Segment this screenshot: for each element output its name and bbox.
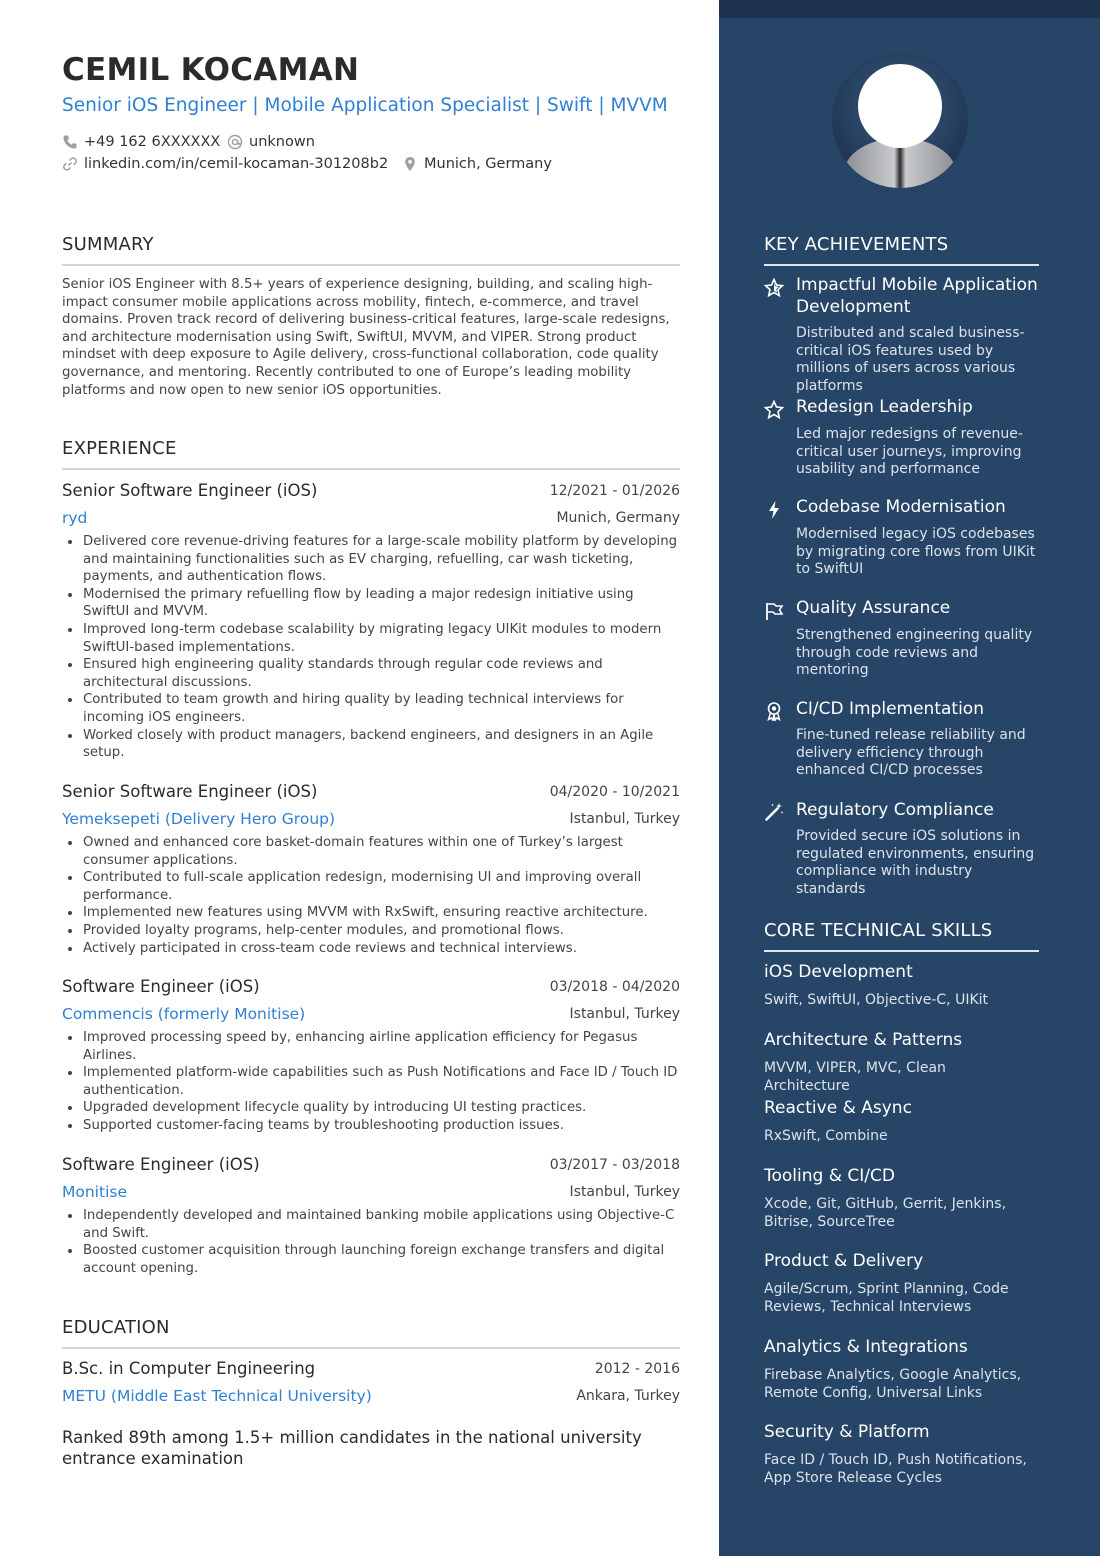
job-dates: 04/2020 - 10/2021 — [549, 784, 680, 800]
achievement-title: Redesign Leadership — [796, 397, 973, 417]
job-location: Istanbul, Turkey — [569, 1006, 680, 1022]
achievement-title: Regulatory Compliance — [796, 800, 994, 820]
sidebar-top-bar — [719, 0, 1100, 18]
experience-heading: EXPERIENCE — [62, 438, 177, 459]
skill-desc: RxSwift, Combine — [764, 1128, 888, 1144]
job-location: Istanbul, Turkey — [569, 1184, 680, 1200]
bolt-icon — [764, 500, 784, 520]
list-item: Implemented platform-wide capabilities such as Push Notifications and Face ID / Touch ID authentication. — [62, 1064, 682, 1099]
job-title: Senior Software Engineer (iOS) — [62, 481, 318, 500]
list-item: Contributed to team growth and hiring quality by leading technical interviews for incoming iOS engineers. — [62, 691, 682, 726]
skill-desc: Agile/Scrum, Sprint Planning, Code Reviews, Technical Interviews — [764, 1281, 1009, 1315]
link-icon — [62, 156, 78, 172]
contact-location — [402, 156, 552, 172]
achievement-desc: Provided secure iOS solutions in regulated environments, ensuring compliance with industry standards — [796, 828, 1035, 898]
achievements-heading: KEY ACHIEVEMENTS — [764, 234, 949, 255]
avatar — [832, 52, 968, 188]
award-icon — [764, 701, 784, 721]
education-dates: 2012 - 2016 — [594, 1361, 680, 1377]
job-company[interactable]: Monitise — [62, 1183, 127, 1201]
map-pin-icon — [402, 156, 418, 172]
list-item: Supported customer-facing teams by troubleshooting production issues. — [62, 1117, 682, 1135]
summary-divider — [62, 264, 680, 266]
list-item: Worked closely with product managers, backend engineers, and designers in an Agile setup. — [62, 727, 682, 762]
phone-text: +49 162 6XXXXXX — [84, 134, 221, 150]
achievement-title: CI/CD Implementation — [796, 699, 984, 719]
star-solid-icon — [764, 278, 784, 298]
skill-title: Analytics & Integrations — [764, 1337, 968, 1357]
list-item: Independently developed and maintained banking mobile applications using Objective-C and Swift. — [62, 1207, 682, 1242]
skill-title: Tooling & CI/CD — [764, 1166, 895, 1186]
education-heading: EDUCATION — [62, 1317, 170, 1338]
job-title: Software Engineer (iOS) — [62, 977, 260, 996]
contact-email — [227, 134, 315, 150]
job-bullets — [62, 1207, 682, 1277]
job-location: Munich, Germany — [556, 510, 680, 526]
achievement-title: Quality Assurance — [796, 598, 951, 618]
job-dates: 03/2018 - 04/2020 — [549, 979, 680, 995]
avatar-head — [858, 64, 942, 148]
skill-desc: MVVM, VIPER, MVC, Clean Architecture — [764, 1060, 946, 1094]
job-location: Istanbul, Turkey — [569, 811, 680, 827]
achievement-desc: Strengthened engineering quality through code reviews and mentoring — [796, 627, 1033, 679]
list-item: Improved long-term codebase scalability by migrating legacy UIKit modules to modern SwiftUI-based implementations. — [62, 621, 682, 656]
job-company[interactable]: ryd — [62, 509, 88, 527]
education-note: Ranked 89th among 1.5+ million candidates in the national university entrance examination — [62, 1428, 642, 1468]
achievement-desc: Distributed and scaled business-critical iOS features used by millions of users across various platforms — [796, 325, 1025, 395]
achievement-desc: Led major redesigns of revenue-critical user journeys, improving usability and performance — [796, 426, 1023, 478]
flag-icon — [764, 601, 784, 621]
achievement-title: Impactful Mobile Application Development — [796, 275, 1038, 317]
skill-title: Reactive & Async — [764, 1098, 912, 1118]
skill-title: Product & Delivery — [764, 1251, 924, 1271]
list-item: Upgraded development lifecycle quality by introducing UI testing practices. — [62, 1099, 682, 1117]
list-item: Boosted customer acquisition through launching foreign exchange transfers and digital account opening. — [62, 1242, 682, 1277]
education-divider — [62, 1347, 680, 1349]
skill-desc: Face ID / Touch ID, Push Notifications, App Store Release Cycles — [764, 1452, 1027, 1486]
star-outline-icon — [764, 400, 784, 420]
list-item: Owned and enhanced core basket-domain features within one of Turkey’s largest consumer applications. — [62, 834, 682, 869]
list-item: Ensured high engineering quality standards through regular code reviews and architectural discussions. — [62, 656, 682, 691]
job-title: Software Engineer (iOS) — [62, 1155, 260, 1174]
list-item: Modernised the primary refuelling flow by leading a major redesign initiative using SwiftUI and MVVM. — [62, 586, 682, 621]
candidate-headline: Senior iOS Engineer | Mobile Application Specialist | Swift | MVVM — [62, 95, 668, 116]
location-text: Munich, Germany — [424, 156, 552, 172]
skill-desc: Xcode, Git, GitHub, Gerrit, Jenkins, Bitrise, SourceTree — [764, 1196, 1007, 1230]
at-sign-icon — [227, 134, 243, 150]
list-item: Actively participated in cross-team code reviews and technical interviews. — [62, 940, 682, 958]
job-company[interactable]: Yemeksepeti (Delivery Hero Group) — [62, 810, 336, 828]
job-dates: 03/2017 - 03/2018 — [549, 1157, 680, 1173]
job-bullets — [62, 1029, 682, 1135]
skill-title: iOS Development — [764, 962, 913, 982]
linkedin-text[interactable]: linkedin.com/in/cemil-kocaman-301208b2 — [84, 156, 389, 172]
achievements-divider — [764, 264, 1039, 266]
job-dates: 12/2021 - 01/2026 — [549, 483, 680, 499]
degree-title: B.Sc. in Computer Engineering — [62, 1359, 316, 1378]
list-item: Implemented new features using MVVM with RxSwift, ensuring reactive architecture. — [62, 904, 682, 922]
candidate-name: CEMIL KOCAMAN — [62, 52, 360, 88]
skill-desc: Firebase Analytics, Google Analytics, Remote Config, Universal Links — [764, 1367, 1022, 1401]
school-name[interactable]: METU (Middle East Technical University) — [62, 1387, 372, 1405]
job-title: Senior Software Engineer (iOS) — [62, 782, 318, 801]
skill-desc: Swift, SwiftUI, Objective-C, UIKit — [764, 992, 989, 1008]
skill-title: Security & Platform — [764, 1422, 930, 1442]
list-item: Contributed to full-scale application redesign, modernising UI and improving overall performance. — [62, 869, 682, 904]
skills-divider — [764, 950, 1039, 952]
summary-heading: SUMMARY — [62, 234, 154, 255]
job-bullets — [62, 533, 682, 762]
achievement-title: Codebase Modernisation — [796, 497, 1006, 517]
job-bullets — [62, 834, 682, 957]
contact-phone — [62, 134, 220, 150]
job-company[interactable]: Commencis (formerly Monitise) — [62, 1005, 306, 1023]
list-item: Improved processing speed by, enhancing airline application efficiency for Pegasus Airlines. — [62, 1029, 682, 1064]
experience-divider — [62, 468, 680, 470]
achievement-desc: Modernised legacy iOS codebases by migrating core flows from UIKit to SwiftUI — [796, 526, 1036, 578]
magic-wand-icon — [764, 802, 784, 822]
phone-icon — [62, 134, 78, 150]
list-item: Provided loyalty programs, help-center modules, and promotional flows. — [62, 922, 682, 940]
summary-text: Senior iOS Engineer with 8.5+ years of experience designing, building, and scaling high-impact consumer mobile applications across mobility, fintech, e-commerce, and travel domains. Proven track record of delivering business-critical features, large-scale redesigns, and architecture modernisation using Swift, SwiftUI, MVVM, and VIPER. Strong product mindset with deep exposure to Agile delivery, cross-functional collaboration, code quality governance, and mentoring. Recently contributed to one of Europe’s leading mobility platforms and now open to new senior iOS opportunities. — [62, 277, 670, 398]
email-text: unknown — [249, 134, 315, 150]
achievement-desc: Fine-tuned release reliability and delivery efficiency through enhanced CI/CD processes — [796, 727, 1026, 779]
education-location: Ankara, Turkey — [576, 1388, 680, 1404]
contact-linkedin[interactable] — [62, 156, 388, 172]
list-item: Delivered core revenue-driving features for a large-scale mobility platform by developing and maintaining functionalities such as EV charging, refuelling, car wash ticketing, payments, and authentication flows. — [62, 533, 682, 586]
skill-title: Architecture & Patterns — [764, 1030, 963, 1050]
skills-heading: CORE TECHNICAL SKILLS — [764, 920, 993, 941]
